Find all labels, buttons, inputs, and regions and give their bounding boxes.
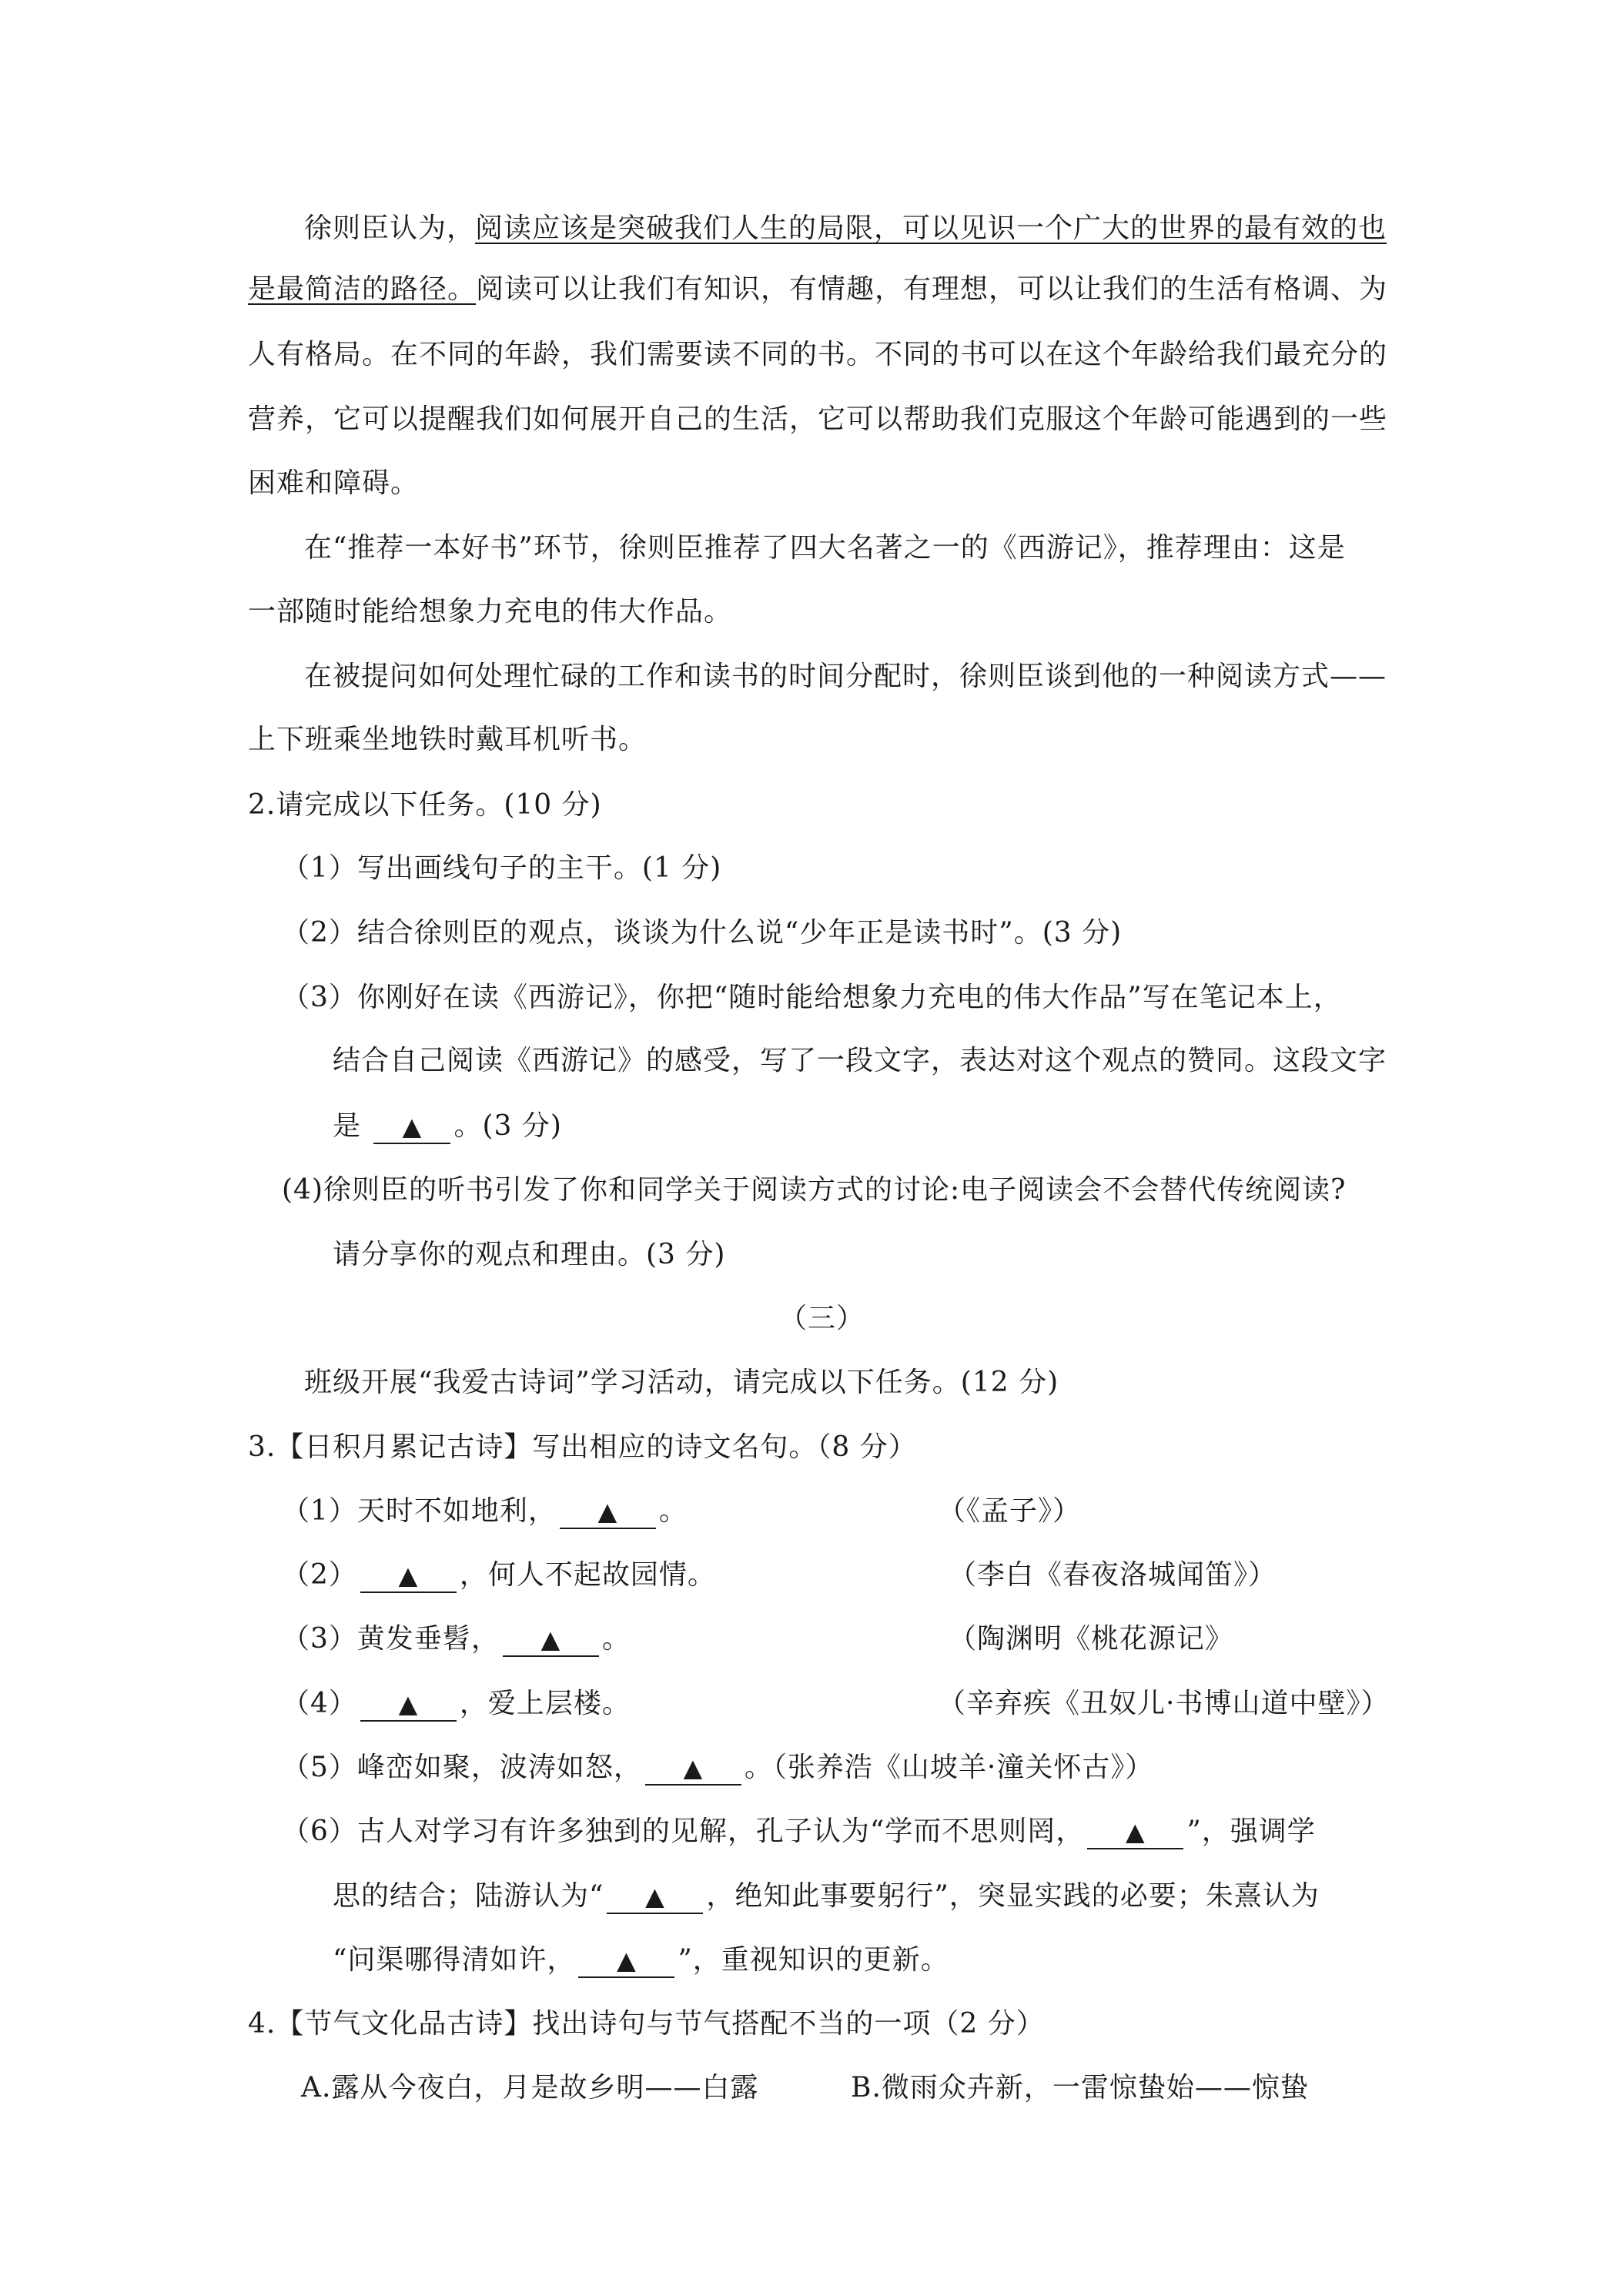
q4-option-b[interactable]: B.微雨众卉新，一雷惊蛰始——惊蛰 (851, 2072, 1309, 2104)
p1-intro-text: 徐则臣认为， (304, 213, 476, 244)
answer-blank[interactable]: ▲ (578, 1944, 674, 1978)
answer-blank[interactable]: ▲ (607, 1880, 703, 1914)
q2-subquestion-3-line1: （3）你刚好在读《西游记》，你把“随时能给想象力充电的伟大作品”写在笔记本上， (282, 982, 1342, 1013)
q2-subquestion-3-line3: 是 ▲ 。(3 分) (333, 1109, 562, 1144)
passage-p3-line1: 在被提问如何处理忙碌的工作和读书的时间分配时，徐则臣谈到他的一种阅读方式—— (304, 661, 1387, 692)
q2-subquestion-4-line2: 请分享你的观点和理由。(3 分) (333, 1239, 726, 1270)
q3-item-2: （2） ▲ ，何人不起故园情。 (282, 1558, 716, 1593)
q3-item-5: （5）峰峦如聚，波涛如怒， ▲ 。（张养浩《山坡羊·潼关怀古》） (282, 1750, 1153, 1786)
q2-subquestion-3-line2: 结合自己阅读《西游记》的感受，写了一段文字，表达对这个观点的赞同。这段文字 (333, 1045, 1387, 1076)
passage-p1-line2 (248, 272, 1387, 307)
q2-title: 2.请完成以下任务。(10 分) (248, 789, 602, 821)
passage-p1-line4: 营养，它可以提醒我们如何展开自己的生活，它可以帮助我们克服这个年龄可能遇到的一些 (248, 403, 1388, 435)
q3-item-6-line1: （6）古人对学习有许多独到的见解，孔子认为“学而不思则罔， ▲ ”，强调学 (282, 1814, 1316, 1849)
q3-item-6-line2: 思的结合；陆游认为“ ▲ ，绝知此事要躬行”，突显实践的必要；朱熹认为 (333, 1879, 1320, 1914)
q3-title: 3.【日积月累记古诗】写出相应的诗文名句。（8 分） (248, 1431, 917, 1463)
q4-title: 4.【节气文化品古诗】找出诗句与节气搭配不当的一项（2 分） (248, 2008, 1045, 2040)
q2-subquestion-4-line1: (4)徐则臣的听书引发了你和同学关于阅读方式的讨论:电子阅读会不会替代传统阅读? (282, 1174, 1347, 1206)
passage-p1-line3: 人有格局。在不同的年龄，我们需要读不同的书。不同的书可以在这个年龄给我们最充分的 (248, 339, 1388, 370)
passage-p1-line1 (304, 211, 1387, 246)
q3-item-3-source: （陶渊明《桃花源记》 (949, 1623, 1234, 1655)
q2-subquestion-1: （1）写出画线句子的主干。(1 分) (282, 852, 722, 884)
section-three-heading: （三） (779, 1303, 865, 1334)
q3-item-6-line3: “问渠哪得清如许， ▲ ”，重视知识的更新。 (333, 1943, 949, 1978)
answer-blank[interactable]: ▲ (503, 1623, 599, 1657)
q3-item-4: （4） ▲ ，爱上层楼。 (282, 1686, 631, 1722)
q3-item-3: （3）黄发垂髫， ▲ 。 (282, 1622, 631, 1657)
answer-blank[interactable]: ▲ (360, 1559, 457, 1593)
section-three-intro: 班级开展“我爱古诗词”学习活动，请完成以下任务。(12 分) (304, 1367, 1059, 1398)
q4-option-a[interactable]: A.露从今夜白，月是故乡明——白露 (301, 2072, 759, 2104)
q2-subquestion-2: （2）结合徐则臣的观点，谈谈为什么说“少年正是读书时”。(3 分) (282, 917, 1123, 949)
q3-item-4-source: （辛弃疾《丑奴儿·书博山道中壁》） (938, 1688, 1390, 1719)
q3-item-2-source: （李白《春夜洛城闻笛》） (949, 1559, 1277, 1591)
passage-p2-line1: 在“推荐一本好书”环节，徐则臣推荐了四大名著之一的《西游记》，推荐理由：这是 (304, 532, 1346, 564)
answer-blank[interactable]: ▲ (373, 1110, 450, 1144)
q3-item-1-source: （《孟子》） (938, 1495, 1082, 1527)
answer-blank[interactable]: ▲ (645, 1752, 741, 1786)
passage-p3-line2: 上下班乘坐地铁时戴耳机听书。 (248, 724, 648, 755)
passage-p2-line2: 一部随时能给想象力充电的伟大作品。 (248, 596, 733, 628)
answer-blank[interactable]: ▲ (560, 1495, 656, 1529)
underlined-sentence-part2: 是最简洁的路径。 (248, 273, 477, 305)
q3-item-1: （1）天时不如地利， ▲ 。 (282, 1494, 688, 1529)
answer-blank[interactable]: ▲ (1087, 1816, 1183, 1849)
underlined-sentence-part1: 阅读应该是突破我们人生的局限，可以见识一个广大的世界的最有效的也 (475, 213, 1387, 244)
passage-p1-line5: 困难和障碍。 (248, 467, 420, 499)
p1-line2-rest: 阅读可以让我们有知识，有情趣，有理想，可以让我们的生活有格调、为 (476, 273, 1388, 305)
answer-blank[interactable]: ▲ (360, 1688, 457, 1722)
